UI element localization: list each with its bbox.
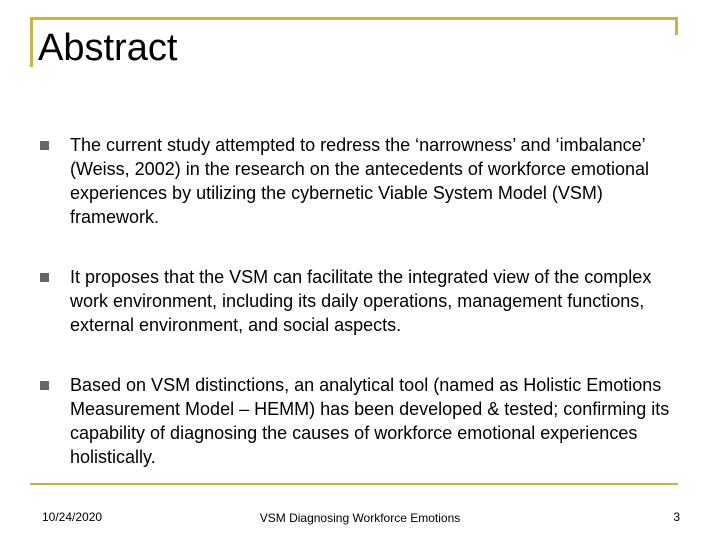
square-bullet-icon <box>40 141 49 150</box>
slide-title: Abstract <box>38 27 178 69</box>
bullet-text: It proposes that the VSM can facilitate the integrated view of the complex work environment, including its daily operations, management functions, external environment, and social aspects. <box>70 267 652 335</box>
square-bullet-icon <box>40 381 49 390</box>
bullet-text: Based on VSM distinctions, an analytical tool (named as Holistic Emotions Measurement Model – HEMM) has been developed & tested; confirming its capability of diagnosing the causes of workforce emotional experiences holistically. <box>70 375 670 467</box>
title-right-rule <box>675 17 678 35</box>
bullet-item <box>40 133 670 229</box>
bullet-text: The current study attempted to redress the ‘narrowness’ and ‘imbalance’ (Weiss, 2002) in the research on the antecedents of workforce emotional experiences by utilizing the cybernetic Viable System Model (VSM) framework. <box>70 135 649 227</box>
square-bullet-icon <box>40 273 49 282</box>
footer-date: 10/24/2020 <box>42 510 103 524</box>
footer-title: VSM Diagnosing Workforce Emotions <box>259 511 461 525</box>
title-top-rule <box>30 17 678 20</box>
page-number: 3 <box>673 510 680 524</box>
footer-rule <box>30 483 678 485</box>
bullet-item <box>40 265 670 337</box>
bullet-item <box>40 373 670 469</box>
bullet-list <box>40 133 670 505</box>
title-left-rule <box>30 17 33 67</box>
